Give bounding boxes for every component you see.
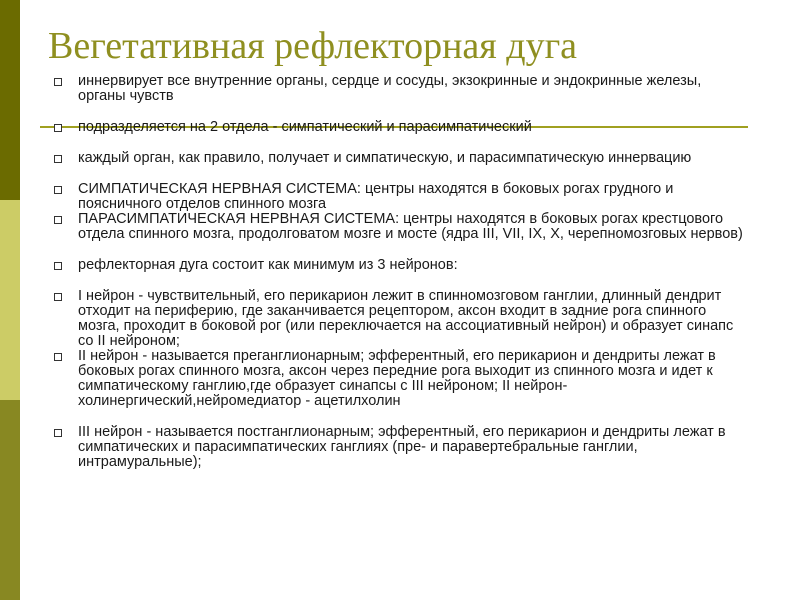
spacer: [48, 104, 748, 120]
square-bullet-icon: [54, 293, 62, 301]
decor-bar-bottom: [0, 400, 20, 600]
square-bullet-icon: [54, 216, 62, 224]
square-bullet-icon: [54, 429, 62, 437]
decor-bar-middle: [0, 200, 20, 400]
decor-bar-top: [0, 0, 20, 200]
list-item: рефлекторная дуга состоит как минимум из 3 нейронов:: [48, 258, 748, 273]
slide-title: Вегетативная рефлекторная дуга: [48, 25, 578, 67]
bullet-list: [48, 74, 748, 470]
spacer: [48, 409, 748, 425]
list-item: СИМПАТИЧЕСКАЯ НЕРВНАЯ СИСТЕМА: центры находятся в боковых рогах грудного и поясничного отделов спинного мозга: [48, 182, 748, 212]
square-bullet-icon: [54, 353, 62, 361]
square-bullet-icon: [54, 78, 62, 86]
list-item: подразделяется на 2 отдела - симпатический и парасимпатический: [48, 120, 748, 135]
spacer: [48, 273, 748, 289]
square-bullet-icon: [54, 262, 62, 270]
spacer: [48, 135, 748, 151]
square-bullet-icon: [54, 124, 62, 132]
list-item: каждый орган, как правило, получает и симпатическую, и парасимпатическую иннервацию: [48, 151, 748, 166]
list-item: III нейрон - называется постганглионарным; эфферентный, его перикарион и дендриты лежат в симпатических и парасимпатических ганглиях (пре- и паравертебральные ганглии, интрамуральные);: [48, 425, 748, 470]
square-bullet-icon: [54, 186, 62, 194]
list-item: ПАРАСИМПАТИЧЕСКАЯ НЕРВНАЯ СИСТЕМА: центры находятся в боковых рогах крестцового отдела спинного мозга, продолговатом мозге и мосте (ядра III, VII, IX, X, черепномозговых нервов): [48, 212, 748, 242]
spacer: [48, 242, 748, 258]
spacer: [48, 166, 748, 182]
list-item: I нейрон - чувствительный, его перикарион лежит в спинномозговом ганглии, длинный дендрит отходит на периферию, где заканчивается рецептором, аксон входит в задние рога спинного мозга, проходит в боковой рог (или переключается на ассоциативный нейрон) и образует синапс со II нейроном;: [48, 289, 748, 349]
list-item: II нейрон - называется преганглионарным; эфферентный, его перикарион и дендриты лежат в боковых рогах спинного мозга, аксон через передние рога выходит из спинного мозга и идет к симпатическому ганглию,где образует синапсы с III нейроном; II нейрон- холинергический,нейромедиатор - ацетилхолин: [48, 349, 748, 409]
square-bullet-icon: [54, 155, 62, 163]
list-item: иннервирует все внутренние органы, сердце и сосуды, экзокринные и эндокринные железы, органы чувств: [48, 74, 748, 104]
